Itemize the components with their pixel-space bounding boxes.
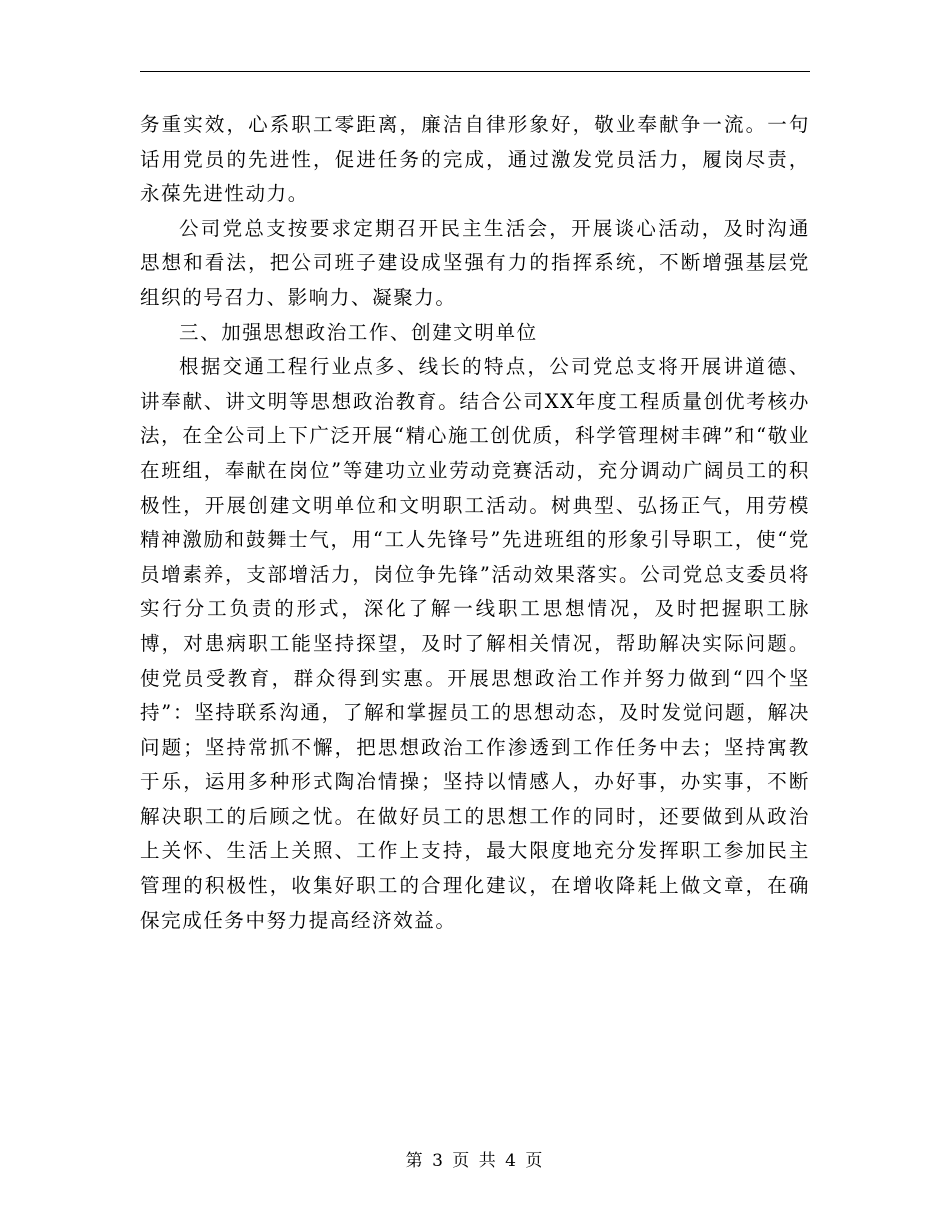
header-rule <box>140 71 810 72</box>
paragraph: 根据交通工程行业点多、线长的特点，公司党总支将开展讲道德、讲奉献、讲文明等思想政治教育。结合公司XX年度工程质量创优考核办法，在全公司上下广泛开展“精心施工创优质，科学管理树丰碑”和“敬业在班组，奉献在岗位”等建功立业劳动竞赛活动，充分调动广阔员工的积极性，开展创建文明单位和文明职工活动。树典型、弘扬正气，用劳模精神激励和鼓舞士气，用“工人先锋号”先进班组的形象引导职工，使“党员增素养，支部增活力，岗位争先锋”活动效果落实。公司党总支委员将实行分工负责的形式，深化了解一线职工思想情况，及时把握职工脉博，对患病职工能坚持探望，及时了解相关情况，帮助解决实际问题。使党员受教育，群众得到实惠。开展思想政治工作并努力做到“四个坚持”：坚持联系沟通，了解和掌握员工的思想动态，及时发觉问题，解决问题；坚持常抓不懈，把思想政治工作渗透到工作任务中去；坚持寓教于乐，运用多种形式陶冶情操；坚持以情感人，办好事，办实事，不断解决职工的后顾之忧。在做好员工的思想工作的同时，还要做到从政治上关怀、生活上关照、工作上支持，最大限度地充分发挥职工参加民主管理的积极性，收集好职工的合理化建议，在增收降耗上做文章，在确保完成任务中努力提高经济效益。 <box>140 355 810 932</box>
page-number-footer: 第 3 页 共 4 页 <box>405 1151 545 1171</box>
section-heading: 三、加强思想政治工作、创建文明单位 <box>179 320 538 344</box>
paragraph: 务重实效，心系职工零距离，廉洁自律形象好，敬业奉献争一流。一句话用党员的先进性，促进任务的完成，通过激发党员活力，履岗尽责，永葆先进性动力。 <box>140 113 810 206</box>
document-body <box>140 108 810 938</box>
paragraph: 公司党总支按要求定期召开民主生活会，开展谈心活动，及时沟通思想和看法，把公司班子建设成坚强有力的指挥系统，不断增强基层党组织的号召力、影响力、凝聚力。 <box>140 216 810 309</box>
